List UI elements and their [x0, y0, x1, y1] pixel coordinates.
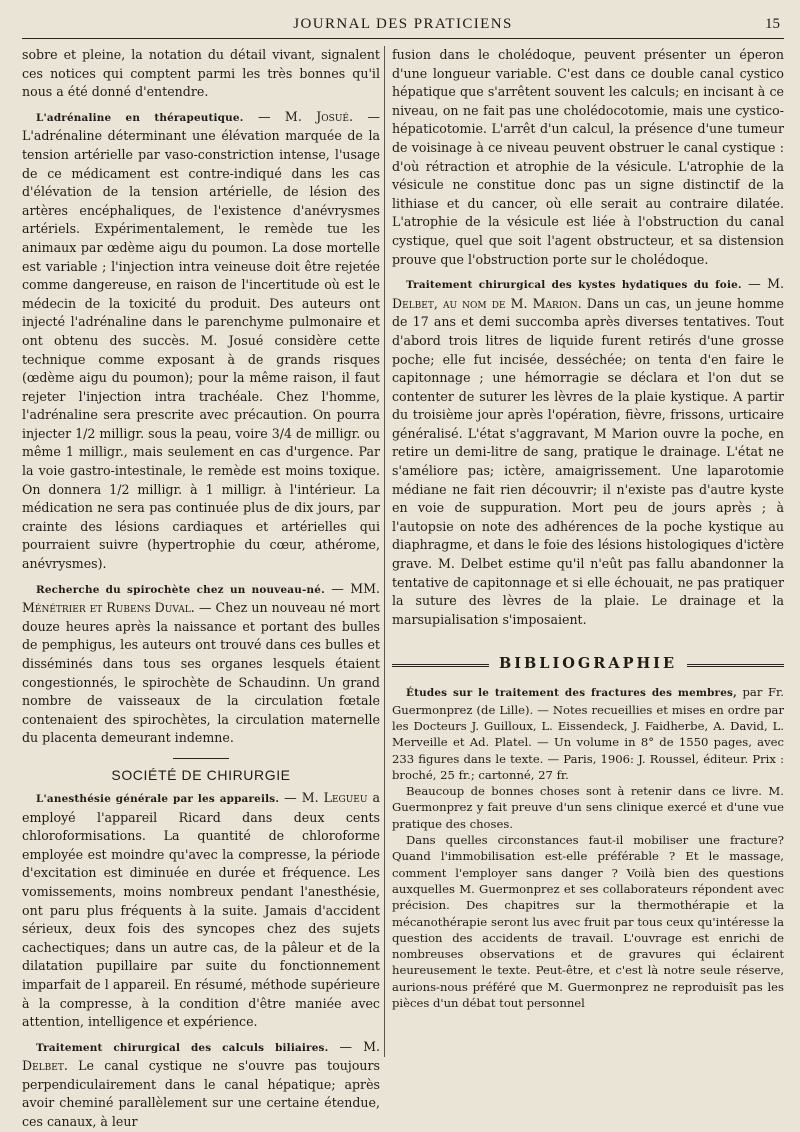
article-heading: L'anesthésie générale par les appareils.	[36, 792, 280, 805]
right-column	[392, 46, 784, 1057]
article-author: — M. Legueu	[284, 789, 368, 805]
two-column-body	[22, 46, 784, 1130]
article-heading: Traitement chirurgical des kystes hydatiques du foie.	[406, 279, 742, 292]
article-heading: L'adrénaline en thérapeutique.	[36, 111, 244, 124]
book-details: par Fr. Guermonprez (de Lille). — Notes recueillies et mises en ordre par les Docteurs J. Guilloux, L. Eissendeck, J. Faidherbe, A. David, L. Merveille et Ad. Platel. — Un volume in 8° de 1550 pages, avec 233 figures dans le texte. — Paris, 1906: J. Roussel, éditeur. Prix : broché, 25 fr.; cartonné, 27 fr.	[392, 685, 784, 782]
review-paragraph: Dans quelles circonstances faut-il mobiliser une fracture? Quand l'immobilisation est-elle préférable ? Et le massage, comment l'employer sans danger ? Voilà bien des questions auxquelles M. Guermonprez et ses collaborateurs répondent avec précision. Des chapitres sur la thermothérapie et la mécanothérapie seront lus avec fruit par tous ceux qu'intéresse la question des accidents de travail. L'ouvrage est enrichi de nombreuses observations et de gravures qui éclairent heureusement le texte. Peut-être, et c'est là notre seule réserve, aurions-nous préféré que M. Guermonprez ne reproduisît pas les pièces d'un débat tout personnel	[392, 833, 784, 1011]
section-title: SOCIÉTÉ DE CHIRURGIE	[111, 766, 291, 783]
column-rule	[384, 46, 385, 1057]
article-text: — L'adrénaline déterminant une élévation marquée de la tension artérielle par vaso-constriction intense, l'usage de ce médicament est contre-indiqué dans les cas d'élévation de la tension artérielle, de lésion des artères encéphaliques, de l'existence d'anévrysmes artériels. Expérimentalement, le remède tue les animaux par œdème aigu du poumon. La dose mortelle est variable ; l'injection intra veineuse doit être rejetée comme dangereuse, en raison de l'incertitude où est le médecin de la toxicité du produit. Des auteurs ont injecté l'adrénaline dans le parenchyme pulmonaire et ont obtenu des succès. M. Josué considère cette technique comme exposant à de grands risques (œdème aigu du poumon); pour la même raison, il faut rejeter l'injection intra trachéale. Chez l'homme, l'adrénaline sera prescrite avec précaution. On pourra injecter 1/2 milligr. sous la peau, voire 3/4 de milligr. ou même 1 milligr., mais seulement en cas d'urgence. Par la voie gastro-intestinale, le remède est moins toxique. On donnera 1/2 milligr. à 1 milligr. à l'intérieur. La médication ne sera pas continuée plus de dix jours, par crainte des lésions cardiaques et artérielles qui pourraient suivre (hypertrophie du cœur, athérome, anévrysmes).	[22, 108, 380, 572]
article-spirochete	[22, 580, 380, 748]
book-title: Études sur le traitement des fractures des membres,	[406, 687, 737, 700]
book-reference	[392, 684, 784, 783]
left-column	[22, 46, 381, 1130]
calculs-continuation: fusion dans le cholédoque, peuvent présenter un éperon d'une longueur variable. C'est dans ce double canal cystico hépatique que s'arrêtent souvent les calculs; en incisant à ce niveau, on ne fait pas une cholédocotomie, mais une cystico-hépaticotomie. L'arrêt d'un calcul, la présence d'une tumeur de voisinage à ce niveau peuvent obstruer le canal cystique : d'où rétraction et atrophie de la vésicule. L'atrophie de la vésicule ne constitue donc pas un signe distinctif de la lithiase et du cancer, où elle serait au contraire dilatée. L'atrophie de la vésicule est liée à l'obstruction du canal cystique, quel que soit l'agent obstructeur, et sa distension prouve que l'obstruction porte sur le cholédoque.	[392, 47, 784, 267]
article-calculs	[22, 1038, 380, 1132]
paragraph-continuation: sobre et pleine, la notation du détail vivant, signalent ces notices qui comptent parmi les très bonnes qu'il nous a été donné d'entendre.	[22, 47, 380, 100]
article-text: — Chez un nouveau né mort douze heures après la naissance et portant des bulles de pemphigus, les auteurs ont trouvé dans ces bulles et disséminés dans tous ses organes lesquels étaient congestionnés, le spirochète de Schaudinn. Un grand nombre de vaisseaux de la circulation fœtale contenaient des spirochètes, la circulation maternelle du placenta demeurant indemne.	[22, 600, 380, 746]
article-author: — M. Delbet, au nom de M. Marion.	[392, 276, 784, 311]
article-heading: Recherche du spirochète chez un nouveau-né.	[36, 583, 325, 596]
bibliography-entry	[392, 684, 784, 1011]
article-kystes	[392, 275, 784, 629]
article-text: Dans un cas, un jeune homme de 17 ans et demi succomba après diverses tentatives. Tout d'abord trois litres de liquide furent retirés d'une grosse poche; elle fut incisée, desséchée; on tenta d'en faire le capitonnage ; une hémorragie se déclara et l'on dut se contenter de suturer les lèvres de la plaie kystique. A partir du troisième jour après l'opération, fièvre, frissons, urticaire généralisé. L'état s'aggravant, M Marion ouvre la poche, en retire un demi-litre de sang, pratique le drainage. L'état ne s'améliore pas; ictère, amaigrissement. Une laparotomie médiane ne fait rien découvrir; il n'existe pas d'autre kyste en voie de suppuration. Mort peu de jours après ; à l'autopsie on note des adhérences de la poche kystique au diaphragme, et dans le foie des lésions histologiques d'ictère grave. M. Delbet estime qu'il n'eût pas fallu abandonner la tentative de capitonnage et si elle échouait, ne pas pratiquer la suture des lèvres de la plaie. Le drainage et la marsupialisation s'imposaient.	[392, 295, 784, 627]
section-divider	[173, 758, 229, 759]
article-anesthesie	[22, 789, 380, 1032]
page-number: 15	[765, 16, 780, 32]
article-text: a employé l'appareil Ricard dans deux cents chloroformisations. La quantité de chloroforme employée est moindre qu'avec la compresse, la période d'excitation est diminuée en durée et fréquence. Les vomissements, moins nombreux pendant l'anesthésie, ont paru plus fréquents à la suite. Jamais d'accident sérieux, deux fois des syncopes chez des sujets cachectiques; dans un autre cas, de la pâleur et de la dilatation pupillaire par suite du fonctionnement imparfait de l appareil. En résumé, méthode supérieure à la compresse, à la condition d'être maniée avec attention, intelligence et expérience.	[22, 789, 380, 1030]
running-header	[22, 14, 784, 39]
article-author: — MM. Ménétrier et Rubens Duval.	[22, 580, 381, 616]
article-author: — M. Josué.	[257, 108, 353, 124]
bibliography-header	[392, 655, 784, 672]
article-heading: Traitement chirurgical des calculs biliaires.	[36, 1041, 329, 1054]
article-text: Le canal cystique ne s'ouvre pas toujours perpendiculairement dans le canal hépatique; après avoir cheminé parallèlement sur une certaine étendue, ces canaux, à leur	[22, 1058, 380, 1130]
journal-title: JOURNAL DES PRATICIENS	[293, 16, 513, 32]
article-adrenaline	[22, 108, 380, 574]
bibliography-title: BIBLIOGRAPHIE	[489, 655, 687, 672]
review-paragraph: Beaucoup de bonnes choses sont à retenir dans ce livre. M. Guermonprez y fait preuve d'un sens clinique exercé et d'une vue pratique des choses.	[392, 784, 784, 831]
article-author: — M. Delbet.	[22, 1038, 380, 1074]
